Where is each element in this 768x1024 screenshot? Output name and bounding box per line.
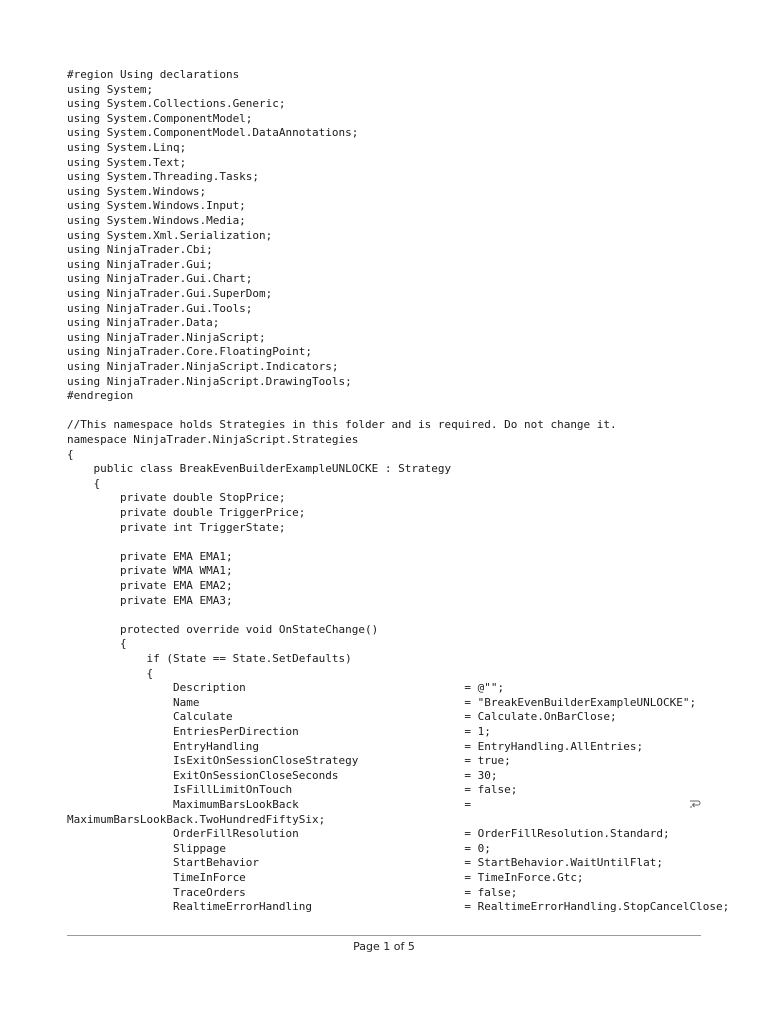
- code-line: using NinjaTrader.Gui.Chart;: [67, 272, 253, 286]
- code-line: EntriesPerDirection = 1;: [67, 725, 491, 738]
- code-line: using NinjaTrader.Gui.Tools;: [67, 301, 253, 315]
- code-line: private double TriggerPrice;: [67, 506, 306, 519]
- code-line: Name = "BreakEvenBuilderExampleUNLOCKE";: [67, 695, 697, 709]
- code-line: RealtimeErrorHandling = RealtimeErrorHandling.StopCancelClose;: [67, 900, 730, 914]
- code-line: private WMA WMA1;: [67, 564, 233, 578]
- code-line: protected override void OnStateChange(): [67, 622, 379, 636]
- code-line: using NinjaTrader.NinjaScript.Indicators;: [67, 360, 339, 373]
- footer-divider: [67, 935, 701, 936]
- code-line: using System.Text;: [67, 155, 187, 169]
- code-line: private int TriggerState;: [67, 520, 286, 534]
- code-line: using NinjaTrader.NinjaScript;: [67, 330, 266, 344]
- code-line: using System.Windows.Input;: [67, 199, 246, 213]
- code-line: using System.ComponentModel;: [67, 111, 253, 125]
- code-line: {: [67, 447, 74, 461]
- code-line: namespace NinjaTrader.NinjaScript.Strategies: [67, 433, 359, 446]
- code-line: using System;: [67, 82, 154, 96]
- code-line: Calculate = Calculate.OnBarClose;: [67, 710, 617, 724]
- code-line: private EMA EMA3;: [67, 593, 233, 607]
- code-line: using System.Threading.Tasks;: [67, 170, 260, 184]
- line-wrap-icon: [689, 799, 701, 809]
- code-line: {: [67, 666, 154, 680]
- code-line: OrderFillResolution = OrderFillResolution.Standard;: [67, 827, 670, 841]
- code-line: #region Using declarations: [67, 68, 240, 81]
- code-line: EntryHandling = EntryHandling.AllEntries;: [67, 739, 644, 753]
- code-line: TimeInForce = TimeInForce.Gtc;: [67, 871, 584, 884]
- code-line: private EMA EMA2;: [67, 579, 233, 592]
- code-line: {: [67, 476, 101, 490]
- code-line: using NinjaTrader.Data;: [67, 316, 220, 330]
- code-line: //This namespace holds Strategies in this folder and is required. Do not change it.: [67, 418, 617, 432]
- code-line: using NinjaTrader.Gui.SuperDom;: [67, 287, 273, 300]
- code-line: Slippage = 0;: [67, 841, 491, 855]
- code-line: private double StopPrice;: [67, 491, 286, 505]
- code-line: using NinjaTrader.Gui;: [67, 257, 213, 271]
- code-line: private EMA EMA1;: [67, 549, 233, 563]
- code-line: Description = @"";: [67, 681, 505, 695]
- page-number: Page 1 of 5: [353, 940, 415, 953]
- code-line: public class BreakEvenBuilderExampleUNLOCKE : Strategy: [67, 462, 452, 476]
- code-line: using NinjaTrader.Core.FloatingPoint;: [67, 345, 313, 359]
- code-line: using System.Windows.Media;: [67, 214, 246, 227]
- code-line: MaximumBarsLookBack.TwoHundredFiftySix;: [67, 812, 326, 826]
- code-line: StartBehavior = StartBehavior.WaitUntilFlat;: [67, 856, 664, 870]
- code-line: using System.ComponentModel.DataAnnotations;: [67, 126, 359, 140]
- code-line: using NinjaTrader.NinjaScript.DrawingTools;: [67, 374, 352, 388]
- code-line: IsFillLimitOnTouch = false;: [67, 783, 518, 797]
- code-line: MaximumBarsLookBack =: [67, 798, 471, 811]
- code-line: using System.Collections.Generic;: [67, 97, 286, 111]
- code-line: if (State == State.SetDefaults): [67, 652, 352, 665]
- code-line: IsExitOnSessionCloseStrategy = true;: [67, 754, 511, 768]
- code-line: ExitOnSessionCloseSeconds = 30;: [67, 768, 498, 782]
- code-line: #endregion: [67, 389, 134, 403]
- code-line: using System.Windows;: [67, 184, 207, 198]
- code-line: {: [67, 637, 127, 651]
- code-line: using System.Xml.Serialization;: [67, 228, 273, 242]
- code-line: using NinjaTrader.Cbi;: [67, 243, 213, 257]
- code-line: using System.Linq;: [67, 141, 187, 154]
- code-line: TraceOrders = false;: [67, 885, 518, 899]
